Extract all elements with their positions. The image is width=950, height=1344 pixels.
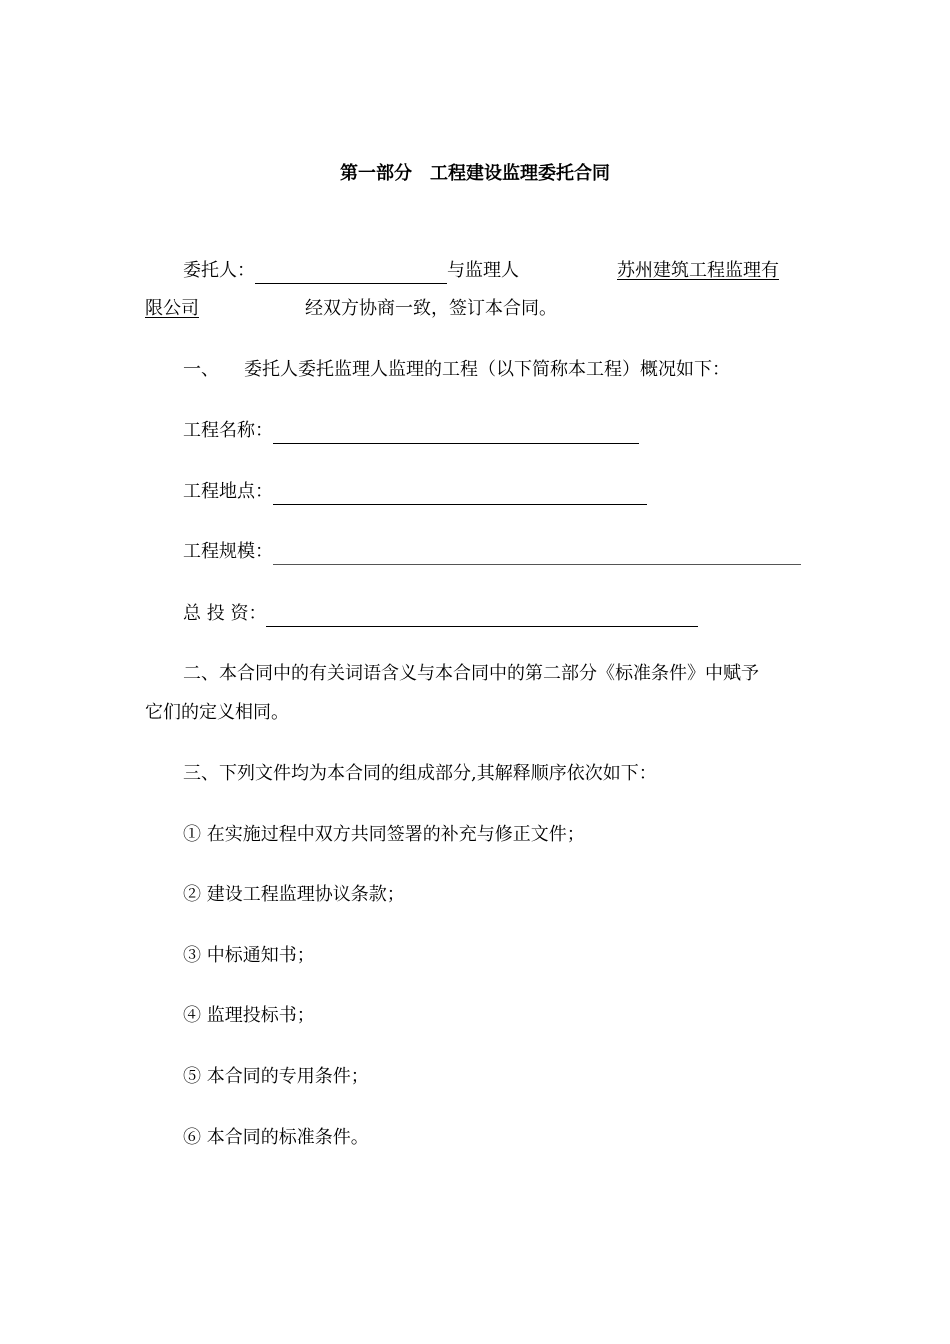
document-item-5: ⑤ 本合同的专用条件； bbox=[183, 1066, 369, 1087]
document-item-6: ⑥ 本合同的标准条件。 bbox=[183, 1127, 369, 1148]
project-scale-row bbox=[183, 539, 801, 565]
project-location-row bbox=[183, 479, 647, 505]
section-1-text: 委托人委托监理人监理的工程（以下简称本工程）概况如下： bbox=[244, 359, 730, 380]
project-name-label: 工程名称： bbox=[183, 420, 273, 441]
document-item-1: ① 在实施过程中双方共同签署的补充与修正文件； bbox=[183, 824, 585, 845]
document-title: 第一部分 工程建设监理委托合同 bbox=[340, 163, 610, 184]
total-investment-blank bbox=[266, 606, 698, 627]
project-scale-blank bbox=[273, 544, 801, 565]
project-name-row bbox=[183, 418, 639, 444]
document-item-3: ③ 中标通知书； bbox=[183, 945, 315, 966]
intro-line-1 bbox=[183, 258, 779, 284]
agreement-text: 经双方协商一致，签订本合同。 bbox=[305, 298, 557, 319]
section-3: 三、下列文件均为本合同的组成部分,其解释顺序依次如下： bbox=[183, 763, 657, 784]
intro-line-2 bbox=[145, 296, 557, 322]
project-scale-label: 工程规模： bbox=[183, 541, 273, 562]
supervisor-name-part2: 限公司 bbox=[145, 298, 199, 319]
section-1 bbox=[183, 357, 730, 383]
section-2-line-1: 二、本合同中的有关词语含义与本合同中的第二部分《标准条件》中赋予 bbox=[183, 663, 759, 684]
total-investment-label: 总 投 资： bbox=[183, 603, 267, 624]
with-supervisor-text: 与监理人 bbox=[447, 260, 519, 281]
project-name-blank bbox=[273, 423, 639, 444]
document-item-2: ② 建设工程监理协议条款； bbox=[183, 884, 405, 905]
client-blank bbox=[255, 263, 447, 284]
project-location-blank bbox=[273, 484, 647, 505]
supervisor-name-part1: 苏州建筑工程监理有 bbox=[617, 260, 779, 281]
client-label: 委托人： bbox=[183, 260, 255, 281]
project-location-label: 工程地点： bbox=[183, 481, 273, 502]
total-investment-row bbox=[183, 601, 698, 627]
section-1-number: 一、 bbox=[183, 359, 219, 380]
document-item-4: ④ 监理投标书； bbox=[183, 1005, 315, 1026]
section-2-line-2: 它们的定义相同。 bbox=[145, 702, 289, 723]
